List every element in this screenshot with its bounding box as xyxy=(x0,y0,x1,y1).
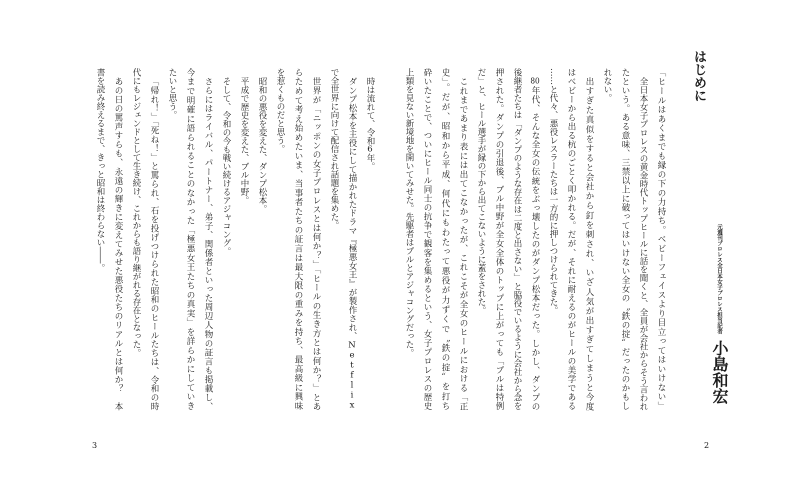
author-caption: 元週刊プロレス全日本女子プロレス担当記者 xyxy=(716,224,722,334)
page-number-left: 3 xyxy=(92,441,98,450)
author-name: 小島和宏 xyxy=(710,340,729,404)
body-line: ……と代々、悪役レスラーたちは一方的に押しつけられてきた。 xyxy=(548,68,558,315)
body-line: たいと思う。 xyxy=(167,68,177,119)
body-line: 押された。ダンプの引退後、ブル中野が全女全体のトップに上がっても「ブルは特例 xyxy=(494,68,504,410)
body-line: 「帰れ！」「死ね！」と罵られ、石を投げつけられた昭和のヒールたちは、令和の時 xyxy=(149,76,159,410)
body-line: 砕いたことで、ついにヒール同士の抗争で観客を集めるという、女子プロレスの歴史 xyxy=(422,68,432,410)
body-line: で全世界に向けて配信され話題を集めた。 xyxy=(329,68,339,230)
chapter-title: はじめに xyxy=(691,50,706,102)
body-line: あの日の罵声すらも、永遠の輝きに変えてみせた悪役たちのリアルとは何か？ 本 xyxy=(113,76,123,410)
body-line: を惹くものだと思う。 xyxy=(275,68,285,153)
right-page xyxy=(400,0,800,495)
body-line: だ」と、ヒール選手が縁の下から出てこないように蓋をされた。 xyxy=(476,68,486,315)
body-line: たという。ある意味、三禁以上に破ってはいけない全女の〝鉄の掟〟だったのかもし xyxy=(620,68,630,410)
body-line: 今まで明確に語られることのなかった「極悪女王たちの真実」を詳らかにしていき xyxy=(185,68,195,410)
body-line: 書を読み終えるまで、きっと昭和は終わらない――。 xyxy=(95,68,105,272)
body-line: これまであまり表には出てこなかったが、これこそが全女のヒールにおける「正 xyxy=(458,76,468,410)
body-line: 上類を見ない新境地を開いてみせた。先駆者はブルとアジャコングだった。 xyxy=(404,68,414,357)
body-line: れない。 xyxy=(602,68,612,102)
tate-chu-yoko-digits: 80 xyxy=(530,76,540,85)
left-page-body-text xyxy=(91,68,379,410)
body-line: そして、令和の今も戦い続けるアジャコング。 xyxy=(221,76,231,255)
body-line: 出すぎた真似をすると会社から釘を刺され、いざ人気が出すぎてしまうと今度 xyxy=(584,76,594,410)
body-line: 全日本女子プロレスの黄金時代トップヒールに話を聞くと、全員が会社からそう言われ xyxy=(638,76,648,410)
body-line: 昭和の悪役を変えた、ダンプ松本。 xyxy=(257,76,267,213)
body-line: 「ヒールはあくまでも縁の下の力持ち。ベビーフェイスより目立ってはいけない」 xyxy=(656,68,666,410)
body-line: 80年代、そんな全女の伝統をぶっ壊したのがダンプ松本だった。しかし、ダンプの xyxy=(530,76,540,410)
body-line: はベビーから出る杭のごとく叩かれる。だが、それに耐えるのがヒールの美学である xyxy=(566,68,576,410)
page-number-right: 2 xyxy=(704,441,710,450)
body-line: らためて考え始めたいま、当事者たちの証言は最大限の重みを持ち、最高級に興味 xyxy=(293,68,303,410)
body-line: 後継者たちは「ダンプのような存在は二度と出さない」と脇役でいるように会社から念を xyxy=(512,68,522,410)
body-line: 代にもレジェンドとして生き続け、これからも語り継がれる存在となった。 xyxy=(131,68,141,357)
body-line: ダンプ松本を主役にして描かれたドラマ『極悪女王』が製作され、Netflix xyxy=(347,76,357,410)
body-line: 時は流れて、令和6年。 xyxy=(365,76,375,170)
body-line: さらにはライバル、パートナー、弟子、関係者といった周辺人物の証言も掲載し、 xyxy=(203,76,213,410)
body-line: 平成で歴史を変えた、ブル中野。 xyxy=(239,76,249,204)
body-line: 世界が「ニッポンの女子プロレスとは何か？」「ヒールの生き方とは何か？」とあ xyxy=(311,76,321,410)
upright-latin: Netflix xyxy=(347,340,357,410)
right-page-body-text xyxy=(400,68,670,410)
body-line: 史」。だが、昭和から平成、何代にもわたって悪役が力ずくで〝鉄の掟〟を打ち xyxy=(440,68,450,410)
tate-chu-yoko-digits: 6 xyxy=(367,144,373,153)
